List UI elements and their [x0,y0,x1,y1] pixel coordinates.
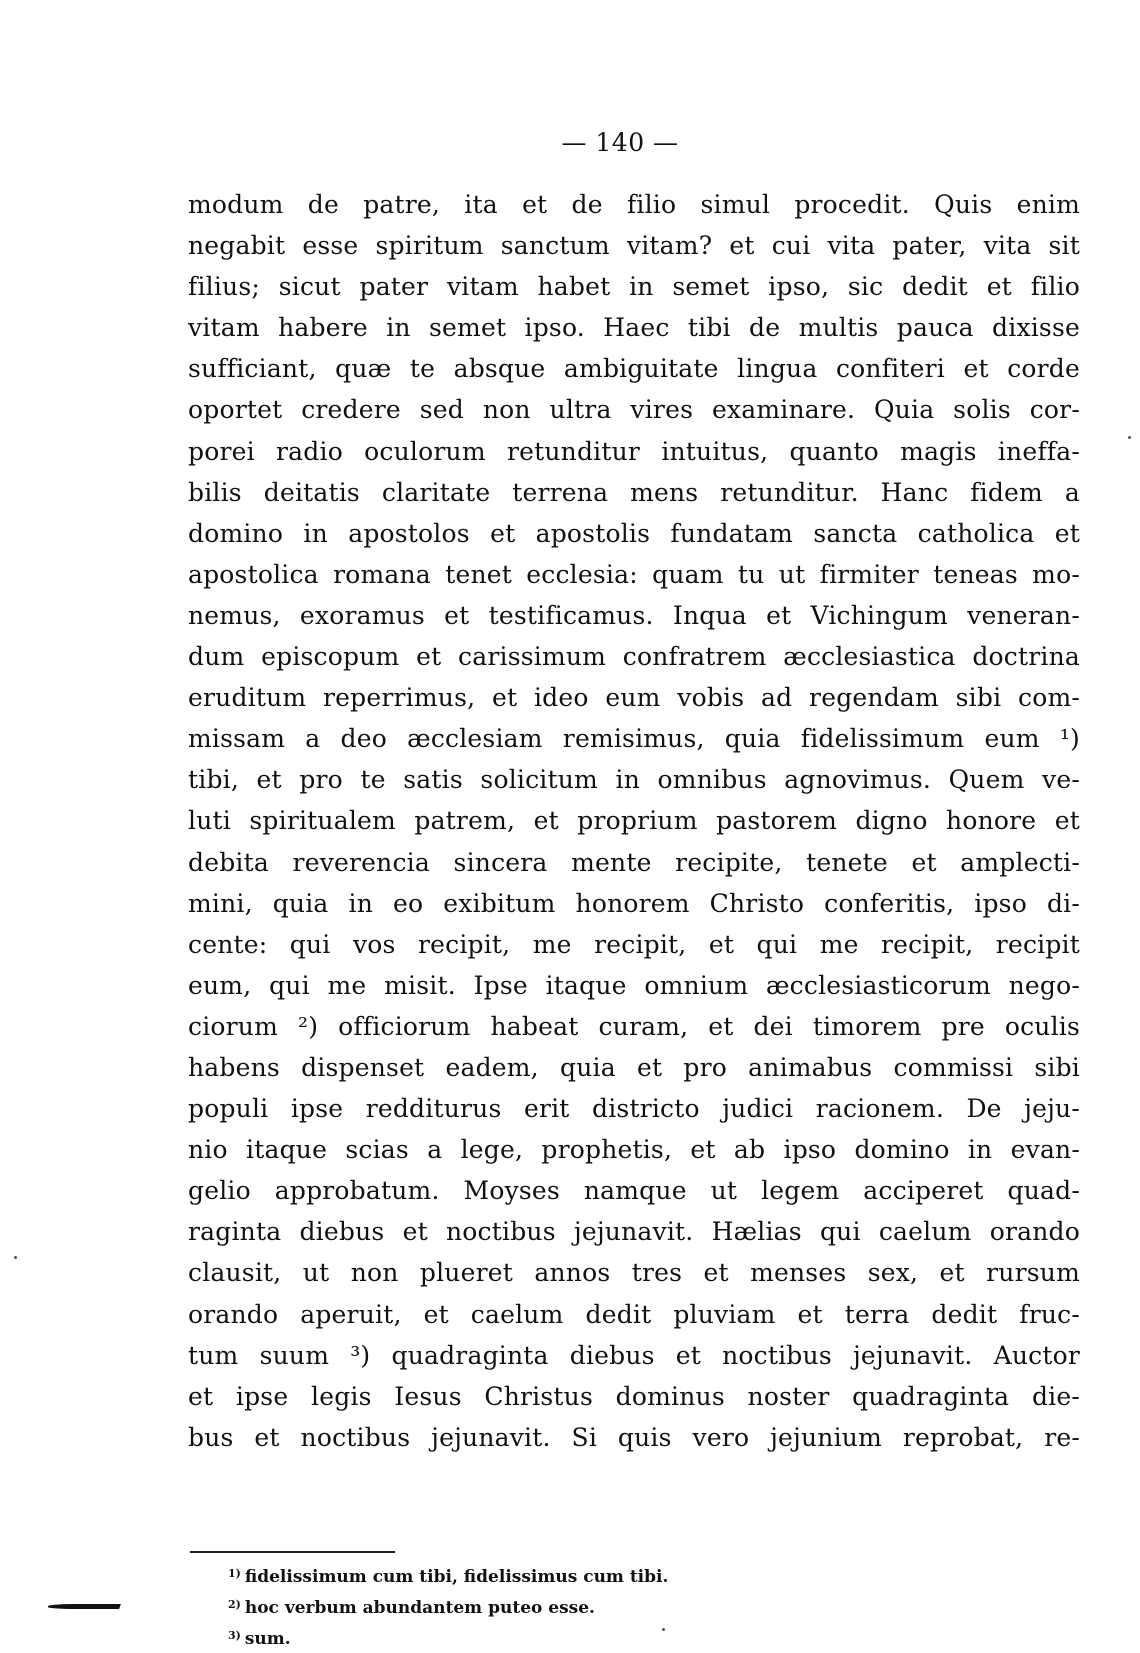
footnote-mark: 2) [228,1598,241,1611]
text-line: eum, qui me misit. Ipse itaque omnium æcclesiasticorum nego- [188,970,1080,1000]
text-line: apostolica romana tenet ecclesia: quam tu ut firmiter teneas mo- [188,559,1080,589]
text-line: mini, quia in eo exibitum honorem Christo conferitis, ipso di- [188,888,1080,918]
text-line: et ipse legis Iesus Christus dominus noster quadraginta die- [188,1381,1080,1411]
ink-speck [662,1628,665,1631]
text-line: orando aperuit, et caelum dedit pluviam et terra dedit fruc- [188,1299,1080,1329]
text-line: nio itaque scias a lege, prophetis, et ab ipso domino in evan- [188,1135,1080,1165]
text-line: clausit, ut non plueret annos tres et menses sex, et rursum [188,1258,1080,1288]
text-line: raginta diebus et noctibus jejunavit. Hælias qui caelum orando [188,1217,1080,1247]
text-line: tibi, et pro te satis solicitum in omnibus agnovimus. Quem ve- [188,765,1080,795]
page-number-header: — 140 — [561,128,679,157]
text-line: oportet credere sed non ultra vires examinare. Quia solis cor- [188,395,1080,425]
text-line: filius; sicut pater vitam habet in semet ipso, sic dedit et filio [188,272,1080,302]
footnote-text: sum. [244,1629,291,1649]
text-line: modum de patre, ita et de filio simul procedit. Quis enim [188,190,1080,219]
text-line: dum episcopum et carissimum confratrem æcclesiastica doctrina [188,642,1080,672]
text-line: bilis deitatis claritate terrena mens retunditur. Hanc fidem a [188,477,1080,507]
main-text [188,184,1080,1458]
footnote-text: hoc verbum abundantem puteo esse. [244,1598,595,1618]
footnote [228,1591,668,1622]
text-line: debita reverencia sincera mente recipite, tenete et amplecti- [188,847,1080,877]
text-line: porei radio oculorum retunditur intuitus, quanto magis ineffa- [188,436,1080,466]
text-line: gelio approbatum. Moyses namque ut legem acciperet quad- [188,1176,1080,1206]
footnotes [228,1560,668,1653]
ink-speck [1128,436,1131,439]
text-line: tum suum ³) quadraginta diebus et noctibus jejunavit. Auctor [188,1340,1080,1370]
margin-ink-mark [47,1604,121,1609]
footnote-mark: 3) [228,1629,241,1642]
footnote-divider [190,1551,395,1553]
footnote [228,1622,668,1653]
text-line: domino in apostolos et apostolis fundatam sancta catholica et [188,518,1080,548]
footnote [228,1560,668,1591]
text-line: ciorum ²) officiorum habeat curam, et dei timorem pre oculis [188,1011,1080,1041]
text-line: vitam habere in semet ipso. Haec tibi de multis pauca dixisse [188,313,1080,343]
footnote-text: fidelissimum cum tibi, fidelissimus cum tibi. [244,1567,669,1587]
text-line: populi ipse redditurus erit districto judici racionem. De jeju- [188,1094,1080,1124]
text-line: sufficiant, quæ te absque ambiguitate lingua confiteri et corde [188,354,1080,384]
text-line: cente: qui vos recipit, me recipit, et qui me recipit, recipit [188,929,1080,959]
ink-speck [14,1256,17,1259]
text-line: missam a deo æcclesiam remisimus, quia fidelissimum eum ¹) [188,724,1080,754]
text-line: negabit esse spiritum sanctum vitam? et cui vita pater, vita sit [188,231,1080,261]
text-line: bus et noctibus jejunavit. Si quis vero jejunium reprobat, re- [188,1422,1080,1452]
text-line: eruditum reperrimus, et ideo eum vobis ad regendam sibi com- [188,683,1080,713]
text-line: nemus, exoramus et testificamus. Inqua et Vichingum veneran- [188,600,1080,630]
text-line: habens dispenset eadem, quia et pro animabus commissi sibi [188,1052,1080,1082]
text-line: luti spiritualem patrem, et proprium pastorem digno honore et [188,806,1080,836]
footnote-mark: 1) [228,1567,241,1580]
